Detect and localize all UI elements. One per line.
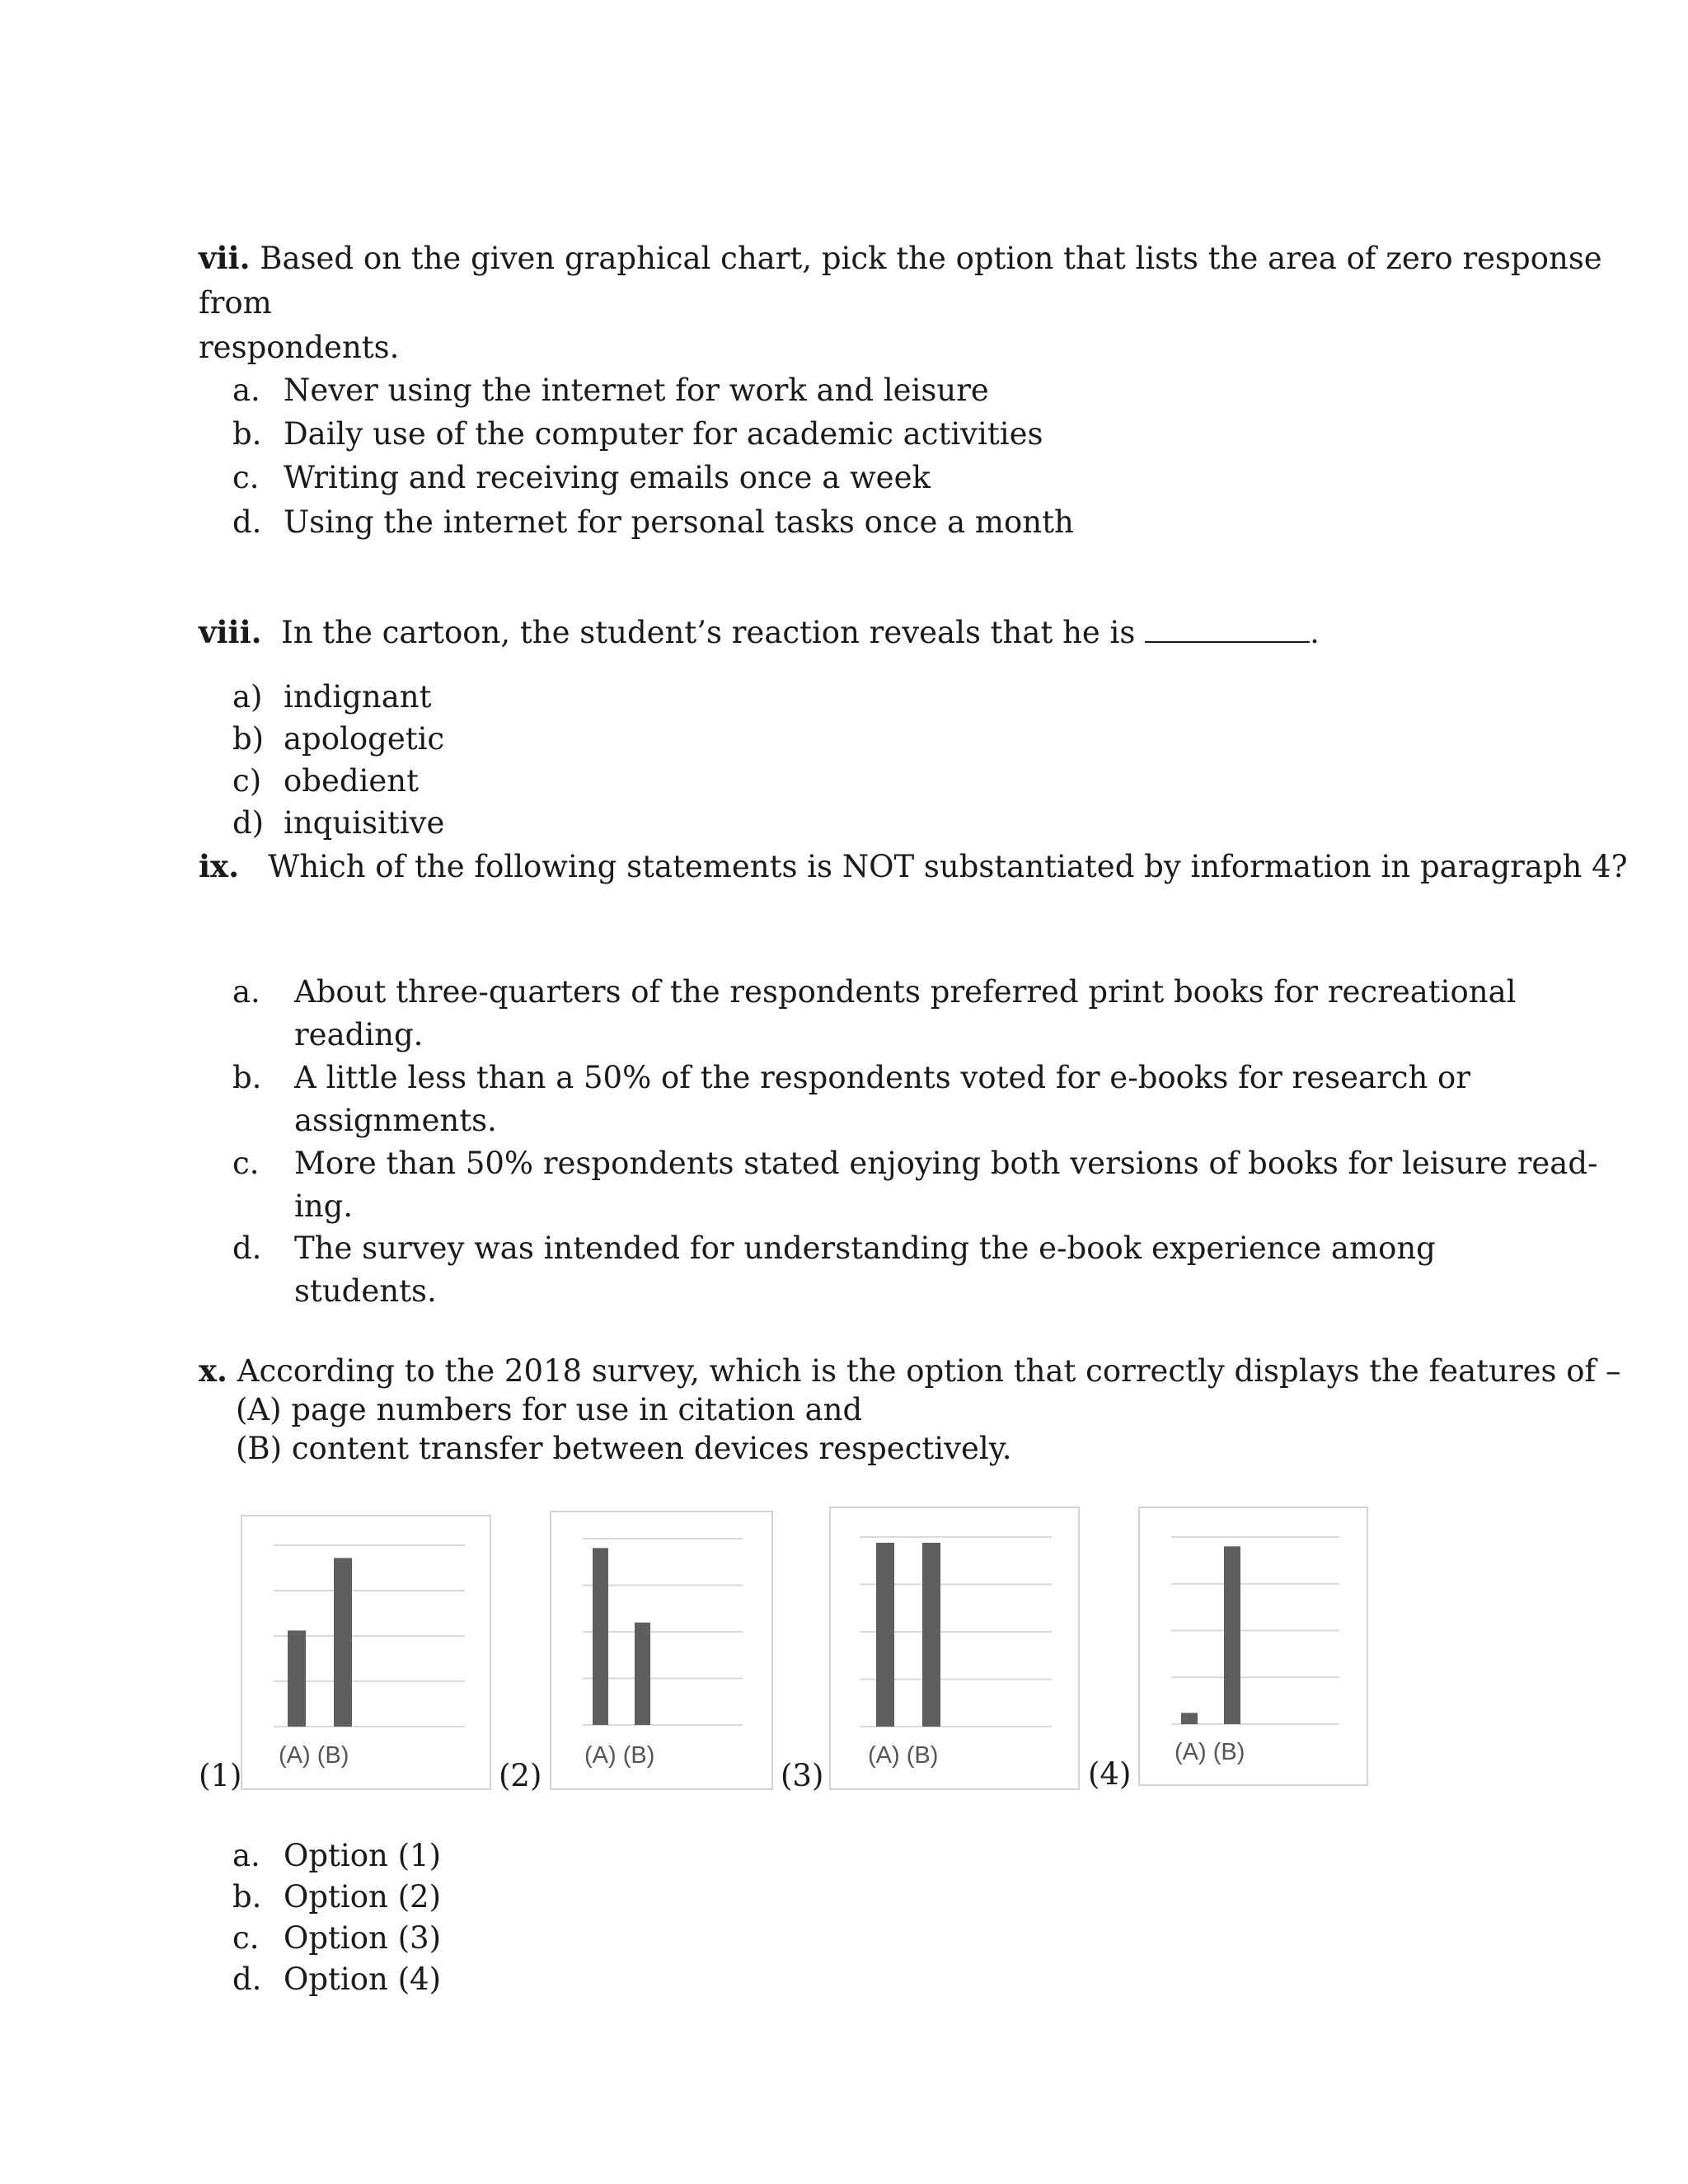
bar-a (1181, 1713, 1198, 1724)
q9-option-c[interactable] (232, 1142, 1598, 1228)
bar-a (593, 1548, 608, 1725)
question-9 (199, 844, 1628, 889)
option-text-cont: assignments. (294, 1103, 497, 1138)
chart-1-option-label: (1) (199, 1758, 242, 1793)
option-text: Option (3) (284, 1920, 441, 1956)
question-text: Based on the given graphical chart, pick the option that lists the area of zero response (260, 241, 1602, 276)
option-letter: b. (232, 1879, 262, 1915)
option-letter: b. (232, 416, 262, 452)
option-letter: d) (232, 805, 265, 841)
chart-2-x-labels: (A) (B) (584, 1742, 655, 1769)
option-text: Never using the internet for work and leisure (284, 373, 989, 408)
question-number: ix. (199, 848, 239, 884)
chart-3-x-labels: (A) (B) (868, 1742, 939, 1769)
chart-option-2 (550, 1511, 773, 1790)
question-line-a: (A) page numbers for use in citation and (236, 1392, 863, 1427)
bar-b (922, 1543, 940, 1727)
option-text: inquisitive (284, 805, 445, 841)
q7-option-b[interactable] (232, 413, 1043, 456)
chart-3-option-label: (3) (781, 1758, 824, 1793)
q8-option-a[interactable] (232, 676, 431, 719)
option-letter: a. (232, 1838, 260, 1873)
option-text: A little less than a 50% of the respondents voted for e-books for research or (294, 1060, 1471, 1095)
q8-option-b[interactable] (232, 718, 444, 761)
option-letter: a. (232, 974, 260, 1010)
q10-option-b[interactable] (232, 1876, 441, 1919)
option-letter: b) (232, 721, 265, 757)
q10-option-c[interactable] (232, 1917, 441, 1960)
question-7 (199, 236, 1602, 370)
option-text: Using the internet for personal tasks once a month (284, 504, 1074, 540)
q10-option-a[interactable] (232, 1835, 441, 1877)
question-number: x. (199, 1352, 227, 1389)
option-text: Option (4) (284, 1961, 441, 1997)
bar-b (635, 1623, 650, 1725)
option-text-cont: students. (294, 1273, 437, 1309)
question-text: In the cartoon, the student’s reaction reveals that he is (281, 615, 1136, 650)
chart-option-1 (241, 1515, 491, 1790)
bar-a (876, 1543, 894, 1727)
q7-option-d[interactable] (232, 501, 1074, 544)
chart-option-3 (829, 1507, 1080, 1790)
question-8 (199, 610, 1320, 655)
option-letter: b. (232, 1060, 262, 1095)
option-letter: a) (232, 679, 263, 715)
option-letter: c. (232, 1920, 260, 1956)
option-text: Daily use of the computer for academic activities (284, 416, 1043, 452)
option-text: Writing and receiving emails once a week (284, 460, 931, 495)
q7-option-c[interactable] (232, 457, 931, 499)
question-line-b: (B) content transfer between devices respectively. (236, 1431, 1012, 1466)
option-text: apologetic (284, 721, 445, 757)
q10-option-d[interactable] (232, 1958, 441, 2001)
option-text: Option (1) (284, 1838, 441, 1873)
question-text-line2: from (199, 285, 272, 321)
chart-4-option-label: (4) (1088, 1756, 1132, 1792)
bar-a (288, 1630, 306, 1727)
chart-2-option-label: (2) (499, 1758, 542, 1793)
option-letter: c) (232, 763, 262, 799)
option-text: About three-quarters of the respondents preferred print books for recreational (294, 974, 1517, 1010)
question-10 (199, 1352, 1621, 1468)
q7-option-a[interactable] (232, 369, 989, 412)
q9-option-a[interactable] (232, 971, 1516, 1057)
option-letter: a. (232, 373, 260, 408)
answer-blank[interactable] (1145, 613, 1310, 643)
option-text: indignant (284, 679, 432, 715)
chart-option-4 (1138, 1507, 1368, 1786)
option-text-cont: reading. (294, 1017, 424, 1052)
option-text: The survey was intended for understanding the e-book experience among (294, 1230, 1436, 1266)
bar-b (1224, 1546, 1240, 1724)
chart-1-x-labels: (A) (B) (279, 1742, 349, 1769)
question-text-line3: respondents. (199, 330, 400, 365)
question-7-line1 (199, 236, 1602, 281)
option-letter: c. (232, 460, 260, 495)
bar-b (334, 1558, 352, 1727)
option-letter: d. (232, 1961, 262, 1997)
q8-option-c[interactable] (232, 760, 419, 803)
q9-option-d[interactable] (232, 1227, 1436, 1313)
question-text: Which of the following statements is NOT substantiated by information in paragraph 4? (268, 849, 1628, 884)
chart-4-x-labels: (A) (B) (1175, 1739, 1245, 1765)
option-letter: c. (232, 1146, 260, 1181)
q9-option-b[interactable] (232, 1057, 1470, 1142)
option-letter: d. (232, 1230, 262, 1266)
question-end: . (1310, 615, 1320, 650)
option-text-cont: ing. (294, 1188, 354, 1224)
question-number: viii. (199, 614, 262, 650)
question-number: vii. (199, 240, 251, 276)
option-text: obedient (284, 763, 419, 799)
q8-option-d[interactable] (232, 802, 444, 845)
option-text: Option (2) (284, 1879, 441, 1915)
option-text: More than 50% respondents stated enjoying both versions of books for leisure read- (294, 1146, 1598, 1181)
option-letter: d. (232, 504, 262, 540)
question-text: According to the 2018 survey, which is the option that correctly displays the features of – (237, 1353, 1621, 1389)
